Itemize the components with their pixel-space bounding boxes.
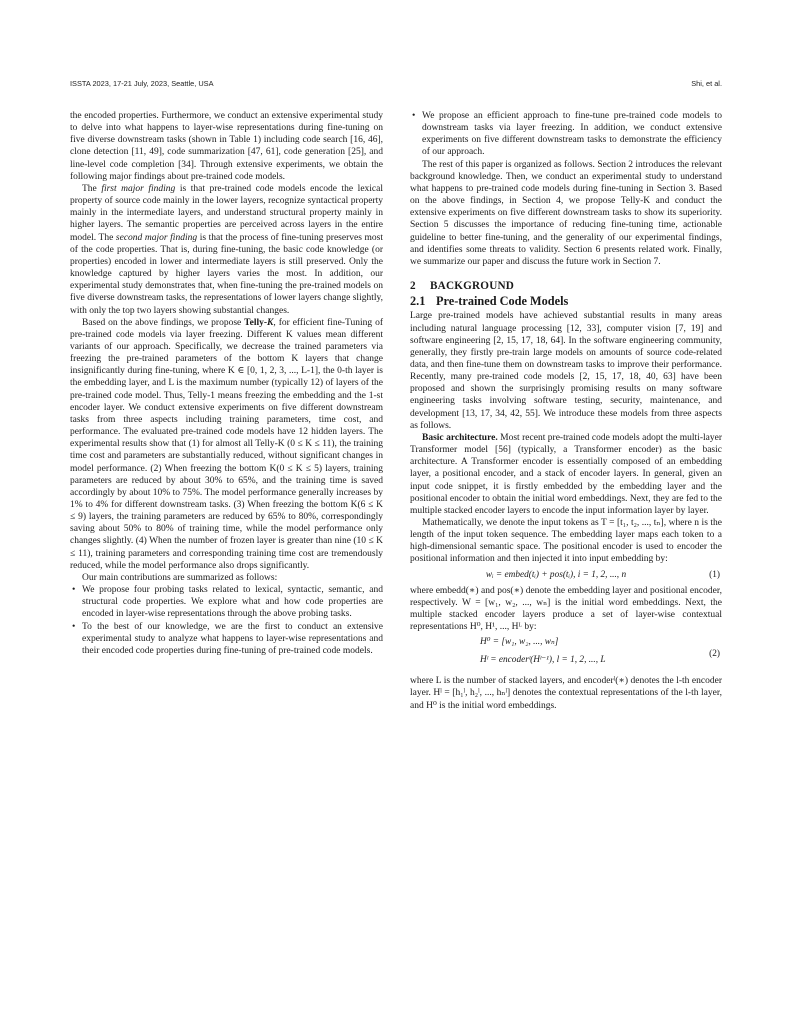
left-column	[70, 110, 383, 657]
paragraph-embedding-definitions: where embedd(∗) and pos(∗) denote the embedding layer and positional encoder, respectively. W = [w₁, w₂, ..., wₙ] is the initial word embeddings. Next, the multiple stacked encoder layers produce a set of layer-wise contextual representations H⁰, H¹, ..., Hᴸ by:	[410, 585, 722, 633]
paragraph-telly-k-proposal: Based on the above findings, we propose Telly-K, for efficient fine-Tuning of pre-trained code models via layer freezing. Different K values mean different variants of our approach. Specifically, we decrease the trained parameters via freezing the pre-trained parameters of the bottom K layers that change insignificantly during fine-tuning, where K ∈ [0, 1, 2, 3, ..., L-1], the 0-th layer is the embedding layer, and L is the maximum number (typically 12) of layers of the pre-trained code model. Thus, Telly-1 means freezing the embedding and the 1-st encoder layer. We conduct extensive experiments on five different downstream tasks from three aspects including training parameters, time cost, and performance. The evaluated pre-trained code models have 12 hidden layers. The experimental results show that (1) for almost all Telly-K (0 ≤ K ≤ 11), the training time cost and parameters are substantially reduced, without significant changes in model performance. (2) When freezing the bottom K(0 ≤ K ≤ 5) layers, training parameters are reduced by about 30% to 65%, and the training time is saved accordingly by about 10% to 75%. The model performance generally increases by 1% to 4% for different downstream tasks. (3) When freezing the bottom K(6 ≤ K ≤ 9) layers, the training parameters are reduced by 65% to 80%, correspondingly saving about 50% to 80% of training time, while the model performance only changes slightly. (4) When the number of frozen layer is greater than nine (10 ≤ K ≤ 11), training parameters and corresponding training time cost are tremendously reduced, while the model performance also drops significantly.	[70, 317, 383, 571]
paragraph-paper-organization: The rest of this paper is organized as follows. Section 2 introduces the relevant background knowledge. Then, we conduct an experimental study to understand what happens to pre-trained code models during fine-tuning in Section 3. Based on the above findings, in Section 4, we propose Telly-K and conduct the extensive experiments on five different downstream tasks to show its superiority. Section 5 discusses the importance of reducing fine-tuning time, actionable guideline to better fine-tuning, and the generality of our experimental findings, and identifies some threats to validity. Section 6 presents related work. Finally, we summarize our paper and discuss the future work in Section 7.	[410, 159, 722, 267]
contribution-item-probing: • We propose four probing tasks related to lexical, syntactic, semantic, and structural code properties. We explore what and how code properties are encoded in layer-wise representations through the above probing tasks.	[70, 584, 383, 620]
running-header-authors: Shi, et al.	[691, 79, 722, 88]
equation-2	[410, 636, 722, 672]
equation-2-line-2: Hˡ = encoderˡ(Hˡ⁻¹), l = 1, 2, ..., L	[480, 655, 606, 666]
run-in-heading-basic-architecture: Basic architecture.	[422, 432, 498, 443]
equation-2-number: (2)	[709, 649, 720, 660]
section-heading-background: 2 BACKGROUND	[410, 280, 515, 293]
contribution-item-approach: • We propose an efficient approach to fine-tune pre-trained code models to downstream tasks via layer freezing. In addition, we conduct extensive experiments on five different downstream tasks to demonstrate the efficiency of our approach.	[410, 110, 722, 159]
emphasis-first-finding: first major finding	[101, 183, 176, 194]
paragraph-major-findings: The first major finding is that pre-trained code models encode the lexical property of source code mainly in the lower layers, recognize syntactical property mainly in the intermediate layers, and understand structural property mainly in higher layers. The semantic properties are perceived across layers in the entire model. The second major finding is that the process of fine-tuning preserves most of the code properties. That is, during fine-tuning, the basic code knowledge (or properties) encoded in lower and intermediate layers is still preserved. Only the knowledge captured by higher layers varies the most. In addition, our experimental study demonstrates that, when fine-tuning the pre-trained models on five diverse downstream tasks, the representations of lower layers change slightly, with only the top two layers showing substantial changes.	[70, 183, 384, 316]
emphasis-second-finding: second major finding	[115, 232, 198, 243]
approach-name-telly: Telly-K	[244, 317, 274, 328]
equation-1-number: (1)	[709, 569, 720, 580]
paragraph-layer-representations: where L is the number of stacked layers, and encoderˡ(∗) denotes the l-th encoder layer. Hˡ = [h₁ˡ, h₂ˡ, ..., hₙˡ] denotes the contextual representations of the l-th layer, and H⁰ is the initial word embeddings.	[410, 676, 722, 711]
equation-2-line-1: H⁰ = [w₁, w₂, ..., wₙ]	[480, 637, 559, 648]
right-column	[410, 110, 722, 712]
paragraph-pretrained-overview: Large pre-trained models have achieved substantial results in many areas including natural language processing [12, 33], computer vision [7, 19] and software engineering [2, 15, 17, 18, 64]. In the software engineering community, generally, they firstly pre-train large models on amounts of source code-related data, and then fine-tune them on downstream tasks to improve their performance. Recently, many pre-trained code models [2, 15, 17, 18, 40, 63] have been proposed and shown the surprisingly promising results on many software engineering tasks involving software testing, security, maintenance, and development [13, 17, 34, 42, 55]. We introduce these models from three aspects as follows.	[410, 311, 722, 431]
paragraph-basic-architecture: Basic architecture. Most recent pre-trained code models adopt the multi-layer Transformer model [56] (typically, a Transformer encoder) as the basic architecture. A Transformer encoder is essentially composed of an embedding layer, a positional encoder, and a stack of encoder layers. In general, given an input code snippet, it is firstly embedded by the embedding layer and the positional encoder to obtain the initial word embeddings. Next, they are fed to the multiple stacked encoder layers to encode the input information layer by layer.	[410, 432, 722, 516]
equation-1-body: wᵢ = embed(tᵢ) + pos(tᵢ), i = 1, 2, ..., n	[485, 569, 627, 580]
contributions-list	[70, 584, 383, 657]
subsection-heading-pretrained-models: 2.1 Pre-trained Code Models	[410, 294, 569, 309]
contribution-item-study: • To the best of our knowledge, we are the first to conduct an extensive experimental study to analyze what happens to layer-wise representations and their encoded code properties during fine-tuning of pre-trained code models.	[70, 621, 383, 657]
paragraph-input-tokens: Mathematically, we denote the input tokens as T = [t₁, t₂, ..., tₙ], where n is the length of the input token sequence. The embedding layer maps each token to a high-dimensional semantic space. The positional encoder is used to encoder the positional information and then injected it into input embedding by:	[410, 518, 722, 565]
paragraph-intro-continued: the encoded properties. Furthermore, we conduct an extensive experimental study to delve into what happens to layer-wise representations during fine-tuning on five diverse downstream tasks (shown in Table 1) including code search [16, 46], clone detection [11, 49], code summarization [47, 61], code generation [25], and line-level code completion [34]. Through extensive experiments, we obtain the following major findings about pre-trained code models.	[70, 111, 383, 182]
paragraph-contributions-lead: Our main contributions are summarized as follows:	[82, 572, 278, 583]
equation-1	[410, 569, 722, 582]
contributions-list-continued	[410, 110, 722, 159]
running-header-venue: ISSTA 2023, 17-21 July, 2023, Seattle, USA	[70, 79, 214, 88]
